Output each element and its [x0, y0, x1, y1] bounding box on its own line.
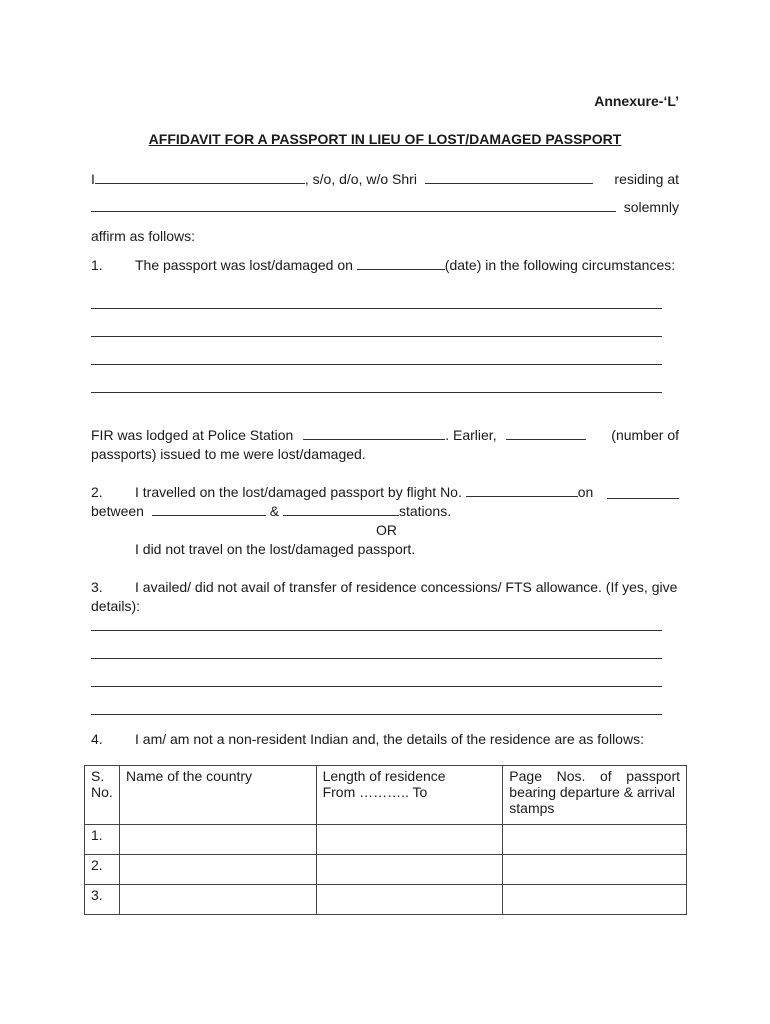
header-sno-1: S. — [91, 768, 105, 784]
item-2-line-2 — [91, 503, 451, 519]
item-4 — [91, 731, 644, 747]
circumstances-line-3[interactable] — [91, 364, 662, 365]
table-row — [85, 825, 687, 855]
or-text: OR — [376, 522, 397, 538]
fir-line-1 — [91, 427, 679, 443]
header-pages-2: bearing departure & arrival — [509, 784, 676, 800]
row-1-pages[interactable] — [503, 825, 687, 855]
table-row — [85, 885, 687, 915]
item-2-line-1 — [91, 484, 679, 500]
annexure-label: Annexure-‘L’ — [594, 93, 679, 109]
from-station-blank[interactable] — [152, 503, 266, 516]
police-station-blank[interactable] — [303, 427, 445, 440]
details-line-2[interactable] — [91, 658, 662, 659]
header-pages — [503, 766, 687, 825]
item-2-alt-text: I did not travel on the lost/damaged passport. — [135, 541, 416, 557]
residing-text: residing at — [614, 171, 679, 187]
row-2-country[interactable] — [119, 855, 316, 885]
father-name-blank[interactable] — [425, 171, 593, 184]
item-2-between: between — [91, 503, 144, 519]
flight-date-blank[interactable] — [607, 486, 679, 499]
item-3-text-2: details): — [91, 598, 141, 614]
item-3-line-1 — [91, 579, 679, 595]
number-passports-blank[interactable] — [506, 427, 586, 440]
table-header-row — [85, 766, 687, 825]
item-4-number: 4. — [91, 731, 103, 747]
header-sno — [85, 766, 120, 825]
header-length-1: Length of residence — [322, 768, 446, 784]
item-2-amp: & — [269, 503, 280, 519]
row-3-sno: 3. — [85, 885, 120, 915]
details-line-4[interactable] — [91, 714, 662, 715]
fir-text-4: passports) issued to me were lost/damaged. — [91, 446, 366, 462]
item-3-number: 3. — [91, 579, 103, 595]
circumstances-line-4[interactable] — [91, 392, 662, 393]
header-pages-3: stamps — [509, 800, 555, 816]
row-3-length[interactable] — [316, 885, 503, 915]
table-row — [85, 855, 687, 885]
item-1-text-after: (date) in the following circumstances: — [444, 257, 676, 273]
solemnly-text: solemnly — [623, 199, 679, 215]
circumstances-line-2[interactable] — [91, 336, 662, 337]
details-line-3[interactable] — [91, 686, 662, 687]
row-2-sno: 2. — [85, 855, 120, 885]
item-1 — [91, 257, 675, 273]
fir-text-1: FIR was lodged at Police Station — [91, 427, 294, 443]
item-2-text-1: I travelled on the lost/damaged passport by flight No. — [135, 484, 462, 500]
item-1-text-before: The passport was lost/damaged on — [135, 257, 353, 273]
document-title: AFFIDAVIT FOR A PASSPORT IN LIEU OF LOST/DAMAGED PASSPORT — [148, 131, 622, 147]
item-3-text-1: I availed/ did not avail of transfer of residence concessions/ FTS allowance. (If yes, give — [135, 579, 678, 595]
row-3-pages[interactable] — [503, 885, 687, 915]
header-length-2: From ……….. To — [322, 784, 428, 800]
intro-i: I — [91, 171, 95, 187]
fir-text-2: . Earlier, — [445, 427, 497, 443]
row-2-length[interactable] — [316, 855, 503, 885]
row-3-country[interactable] — [119, 885, 316, 915]
item-2-stations: stations. — [398, 503, 452, 519]
lost-date-blank[interactable] — [357, 257, 445, 270]
header-country — [119, 766, 316, 825]
address-blank[interactable] — [91, 199, 616, 212]
circumstances-line-1[interactable] — [91, 308, 662, 309]
details-line-1[interactable] — [91, 630, 662, 631]
item-1-number: 1. — [91, 257, 103, 273]
affirm-text: affirm as follows: — [91, 228, 195, 244]
relation-text: , s/o, d/o, w/o Shri — [304, 171, 417, 187]
row-1-sno: 1. — [85, 825, 120, 855]
header-length — [316, 766, 503, 825]
item-2-number: 2. — [91, 484, 103, 500]
header-pages-1: Page Nos. of passport — [509, 768, 680, 784]
row-1-length[interactable] — [316, 825, 503, 855]
header-sno-2: No. — [91, 784, 113, 800]
to-station-blank[interactable] — [283, 503, 399, 516]
row-2-pages[interactable] — [503, 855, 687, 885]
header-country-text: Name of the country — [125, 768, 253, 784]
residence-table — [84, 765, 687, 915]
intro-line-1 — [91, 171, 679, 187]
intro-line-2 — [91, 199, 679, 215]
flight-no-blank[interactable] — [466, 484, 578, 497]
item-4-text: I am/ am not a non-resident Indian and, the details of the residence are as follows: — [135, 731, 644, 747]
item-2-on: on — [577, 484, 594, 500]
fir-text-3: (number of — [611, 427, 679, 443]
row-1-country[interactable] — [119, 825, 316, 855]
name-blank[interactable] — [95, 171, 305, 184]
